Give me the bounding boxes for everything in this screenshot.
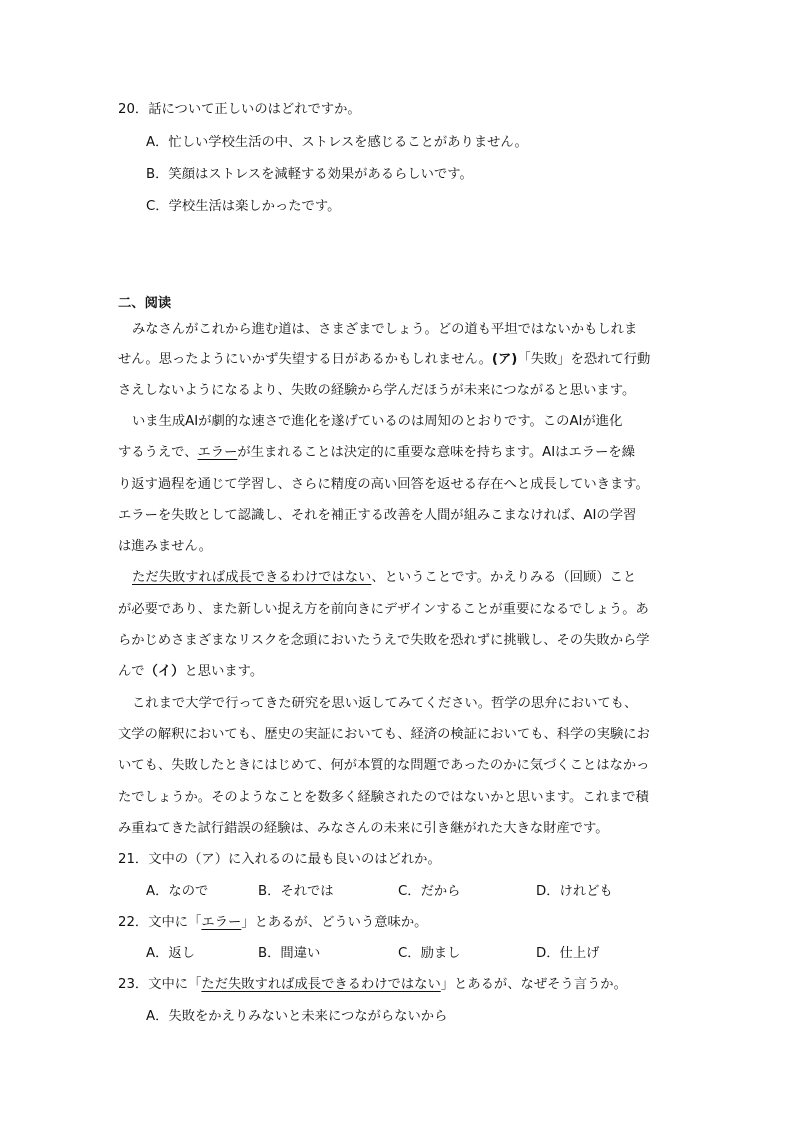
question-21-stem: 21．文中の（ア）に入れるのに最も良いのはどれか。 <box>118 852 441 867</box>
passage-line: さえしないようになるより、失敗の経験から学んだほうが未来につながると思います。 <box>118 383 636 398</box>
question-20-stem: 20．話について正しいのはどれですか。 <box>118 102 361 117</box>
question-21-option-d: D．けれども <box>536 884 613 899</box>
stem-underlined: ただ失敗すれば成長できるわけではない <box>201 977 441 992</box>
question-20-option-c: C．学校生活は楽しかったです。 <box>146 199 341 214</box>
underlined-sentence: ただ失敗すれば成長できるわけではない <box>132 570 372 585</box>
stem-text: 23．文中に「 <box>118 977 202 992</box>
stem-text: 」とあるが、どういう意味か。 <box>241 915 428 930</box>
passage-line <box>118 353 650 366</box>
passage-text: 「失敗」を恐れて行動 <box>517 352 651 367</box>
passage-text: が生まれることは決定的に重要な意味を持ちます。AIはエラーを繰 <box>237 445 635 460</box>
passage-line: これまで大学で行ってきた研究を思い返してみてください。哲学の思弁においても、 <box>132 696 638 711</box>
passage-text: するうえで、 <box>118 445 198 460</box>
section-heading: 二、阅读 <box>118 296 172 311</box>
question-20-option-b: B．笑顔はストレスを減軽する効果があるらしいです。 <box>146 167 473 182</box>
passage-line: が必要であり、また新しい捉え方を前向きにデザインすることが重要になるでしょう。あ <box>118 602 649 617</box>
question-22-stem <box>118 916 427 929</box>
passage-line <box>118 446 635 459</box>
question-22-option-d: D．仕上げ <box>536 946 600 961</box>
question-21-option-c: C．だから <box>398 884 461 899</box>
underlined-error: エラー <box>197 445 238 460</box>
passage-line: 文学の解釈においても、歴史の実証においても、経済の検証においても、科学の実験にお <box>118 727 650 742</box>
stem-text: 22．文中に「 <box>118 915 202 930</box>
question-23-stem <box>118 978 627 991</box>
passage-line: らかじめさまざまなリスクを念頭においたうえで失敗を恐れずに挑戦し、その失敗から学 <box>118 633 650 648</box>
passage-line: み重ねてきた試行錯誤の経験は、みなさんの未来に引き継がれた大きな財産です。 <box>118 821 609 836</box>
question-21-option-a: A．なので <box>146 884 209 899</box>
passage-line: みなさんがこれから進む道は、さまざまでしょう。どの道も平坦ではないかもしれま <box>132 322 638 337</box>
passage-line: り返す過程を通じて学習し、さらに精度の高い回答を返せる存在へと成長していきます。 <box>118 477 649 492</box>
passage-line: は進みません。 <box>118 539 212 554</box>
passage-line: いま生成AIが劇的な速さで進化を遂げているのは周知のとおりです。このAIが進化 <box>132 414 623 429</box>
blank-i: （イ） <box>144 664 185 679</box>
question-23-option-a: A．失敗をかえりみないと未来につながらないから <box>146 1009 448 1024</box>
blank-a: (ア) <box>491 352 518 367</box>
passage-text: せん。思ったようにいかず失望する日があるかもしれません。 <box>118 352 492 367</box>
question-20-option-a: A．忙しい学校生活の中、ストレスを感じることがありません。 <box>146 135 528 150</box>
question-22-option-c: C．励まし <box>398 946 461 961</box>
question-22-option-a: A．返し <box>146 946 195 961</box>
question-21-option-b: B．それでは <box>258 884 334 899</box>
stem-text: 」とあるが、なぜそう言うか。 <box>440 977 627 992</box>
passage-text: 、ということです。かえりみる（回顾）こと <box>371 570 637 585</box>
passage-line: たでしょうか。そのようなことを数多く経験されたのではないかと思います。これまで積 <box>118 790 649 805</box>
passage-text: と思います。 <box>184 664 264 679</box>
question-22-option-b: B．間違い <box>258 946 321 961</box>
passage-line: いても、失敗したときにはじめて、何が本質的な問題であったのかに気づくことはなかっ <box>118 758 650 773</box>
stem-underlined: エラー <box>201 915 242 930</box>
passage-text: んで <box>118 664 145 679</box>
passage-line: エラーを失敗として認識し、それを補正する改善を人間が組みこまなければ、AIの学習 <box>118 508 637 523</box>
passage-line <box>118 665 263 678</box>
passage-line <box>132 571 636 584</box>
